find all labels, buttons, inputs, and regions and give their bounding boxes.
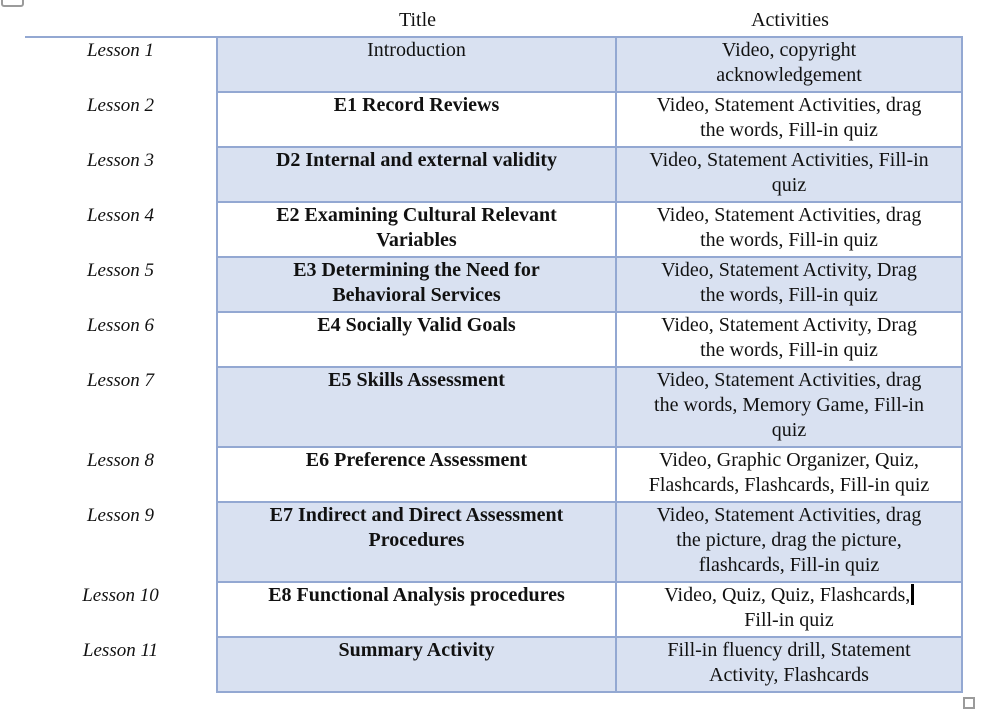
activity-line: Video, Statement Activities, drag — [656, 94, 922, 116]
activities-cell[interactable] — [617, 203, 963, 258]
activity-line: Video, Statement Activities, drag — [656, 204, 922, 226]
activity-line: quiz — [771, 419, 807, 441]
activities-cell[interactable] — [617, 148, 963, 203]
title-line: E5 Skills Assessment — [328, 369, 505, 391]
title-cell[interactable] — [218, 313, 617, 368]
lesson-label: Lesson 6 — [86, 315, 155, 336]
lesson-cell[interactable] — [25, 583, 218, 638]
activities-cell[interactable] — [617, 448, 963, 503]
title-line: D2 Internal and external validity — [275, 149, 558, 171]
title-line: E6 Preference Assessment — [305, 449, 528, 471]
table-row — [25, 93, 963, 148]
activity-line: Fill-in quiz — [744, 609, 834, 631]
title-line: Introduction — [367, 39, 466, 61]
activities-cell[interactable] — [617, 93, 963, 148]
lesson-cell[interactable] — [25, 313, 218, 368]
title-cell[interactable] — [218, 38, 617, 93]
lesson-label: Lesson 4 — [86, 205, 155, 226]
activities-cell[interactable] — [617, 368, 963, 448]
title-line: Summary Activity — [338, 639, 495, 661]
table-row — [25, 638, 963, 693]
table-row — [25, 448, 963, 503]
lesson-cell[interactable] — [25, 93, 218, 148]
column-header-activities[interactable]: Activities — [751, 9, 829, 31]
activity-line: Video, copyright — [721, 39, 857, 61]
lesson-cell[interactable] — [25, 368, 218, 448]
activity-line: the words, Memory Game, Fill-in — [654, 394, 924, 416]
title-line: E1 Record Reviews — [333, 94, 500, 116]
activity-line: Video, Statement Activities, Fill-in — [649, 149, 929, 171]
activities-cell[interactable] — [617, 503, 963, 583]
title-cell[interactable] — [218, 503, 617, 583]
title-cell[interactable] — [218, 148, 617, 203]
activities-cell[interactable] — [617, 38, 963, 93]
lesson-label: Lesson 1 — [86, 40, 155, 61]
table-body — [25, 36, 963, 693]
table-row — [25, 148, 963, 203]
activities-cell[interactable] — [617, 638, 963, 693]
activity-line: the words, Fill-in quiz — [700, 339, 878, 361]
table-row — [25, 368, 963, 448]
lesson-cell[interactable] — [25, 638, 218, 693]
table-resize-handle-icon[interactable] — [963, 697, 975, 709]
lesson-cell[interactable] — [25, 203, 218, 258]
activity-line: the words, Fill-in quiz — [700, 119, 878, 141]
activities-cell[interactable] — [617, 313, 963, 368]
lesson-label: Lesson 3 — [86, 150, 155, 171]
activity-line: the words, Fill-in quiz — [700, 229, 878, 251]
activity-line: the picture, drag the picture, — [676, 529, 902, 551]
title-line: Procedures — [368, 529, 465, 551]
lesson-label: Lesson 8 — [86, 450, 155, 471]
activity-line: Fill-in fluency drill, Statement — [667, 639, 911, 661]
activity-line: Video, Quiz, Quiz, Flashcards, — [619, 583, 959, 608]
title-line: E2 Examining Cultural Relevant — [276, 204, 557, 226]
activity-line: Video, Statement Activity, Drag — [661, 259, 917, 281]
table-move-handle-icon[interactable] — [1, 0, 24, 7]
lesson-cell[interactable] — [25, 448, 218, 503]
title-cell[interactable] — [218, 448, 617, 503]
lesson-label: Lesson 11 — [82, 640, 159, 661]
text-cursor — [911, 584, 914, 605]
title-cell[interactable] — [218, 93, 617, 148]
table-header-row — [25, 0, 963, 36]
column-header-title[interactable]: Title — [398, 9, 437, 31]
title-cell[interactable] — [218, 203, 617, 258]
activity-line: Video, Statement Activities, drag — [656, 504, 922, 526]
title-line: E4 Socially Valid Goals — [317, 314, 516, 336]
activity-line: Video, Statement Activity, Drag — [661, 314, 917, 336]
activities-cell[interactable] — [617, 258, 963, 313]
title-line: Variables — [376, 229, 457, 251]
lesson-label: Lesson 9 — [86, 505, 155, 526]
column-header-lesson — [25, 33, 218, 36]
activity-line: acknowledgement — [716, 64, 862, 86]
table-row — [25, 203, 963, 258]
table-row — [25, 503, 963, 583]
table-row — [25, 38, 963, 93]
activity-line: Activity, Flashcards — [709, 664, 869, 686]
lesson-cell[interactable] — [25, 258, 218, 313]
lesson-cell[interactable] — [25, 148, 218, 203]
activity-line: Video, Statement Activities, drag — [656, 369, 922, 391]
activity-line: quiz — [771, 174, 807, 196]
activities-cell[interactable] — [617, 583, 963, 638]
table-row — [25, 313, 963, 368]
activity-line: flashcards, Fill-in quiz — [698, 554, 880, 576]
lessons-table — [25, 0, 963, 693]
lesson-label: Lesson 10 — [82, 585, 159, 606]
lesson-label: Lesson 2 — [86, 95, 155, 116]
table-row — [25, 583, 963, 638]
title-line: Behavioral Services — [332, 284, 501, 306]
lesson-cell[interactable] — [25, 38, 218, 93]
title-line: E7 Indirect and Direct Assessment — [269, 504, 564, 526]
title-line: E3 Determining the Need for — [293, 259, 540, 281]
title-cell[interactable] — [218, 583, 617, 638]
activity-line: Flashcards, Flashcards, Fill-in quiz — [648, 474, 930, 496]
activity-line: Video, Graphic Organizer, Quiz, — [659, 449, 919, 471]
table-row — [25, 258, 963, 313]
lesson-cell[interactable] — [25, 503, 218, 583]
activity-line: the words, Fill-in quiz — [700, 284, 878, 306]
title-cell[interactable] — [218, 258, 617, 313]
title-cell[interactable] — [218, 638, 617, 693]
lesson-label: Lesson 7 — [86, 370, 155, 391]
title-cell[interactable] — [218, 368, 617, 448]
lesson-label: Lesson 5 — [86, 260, 155, 281]
title-line: E8 Functional Analysis procedures — [268, 584, 565, 606]
